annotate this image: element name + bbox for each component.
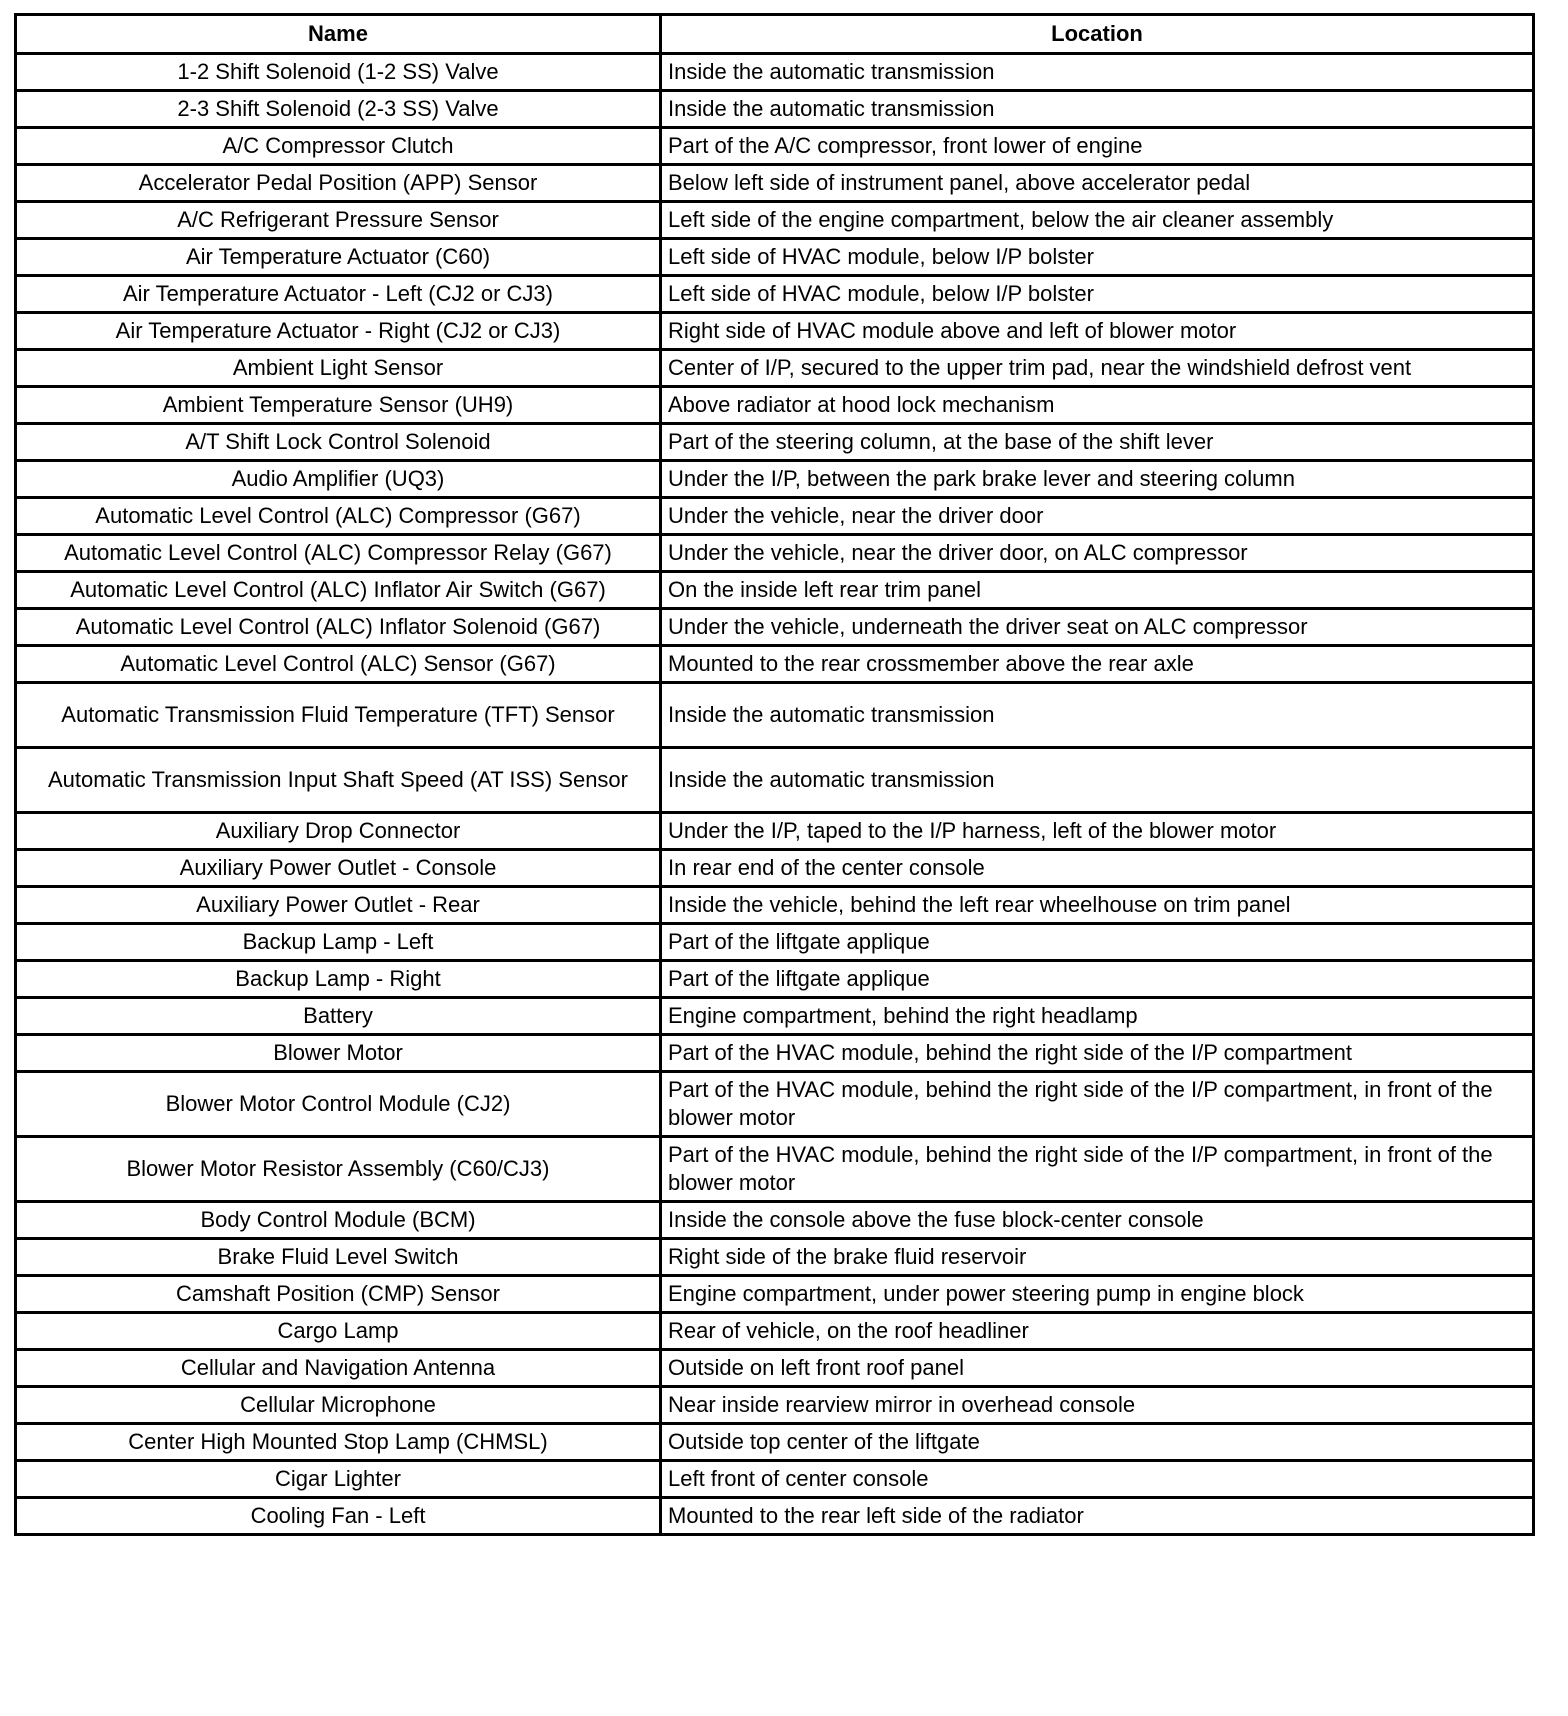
component-location-cell: Inside the console above the fuse block-center console xyxy=(661,1202,1534,1239)
component-location-cell: Left side of the engine compartment, below the air cleaner assembly xyxy=(661,202,1534,239)
component-name-cell: Ambient Temperature Sensor (UH9) xyxy=(16,387,661,424)
table-row xyxy=(16,1035,1534,1072)
component-location-cell: Under the I/P, between the park brake lever and steering column xyxy=(661,461,1534,498)
component-location-cell: Part of the HVAC module, behind the right side of the I/P compartment, in front of the blower motor xyxy=(661,1072,1534,1137)
component-location-table xyxy=(14,13,1535,1536)
component-name-cell: Cellular and Navigation Antenna xyxy=(16,1350,661,1387)
component-location-cell: Part of the liftgate applique xyxy=(661,961,1534,998)
component-location-cell: Part of the steering column, at the base of the shift lever xyxy=(661,424,1534,461)
column-header-name: Name xyxy=(16,15,661,54)
component-location-cell: Near inside rearview mirror in overhead console xyxy=(661,1387,1534,1424)
component-location-cell: Above radiator at hood lock mechanism xyxy=(661,387,1534,424)
component-location-cell: Inside the automatic transmission xyxy=(661,748,1534,813)
component-location-cell: Part of the liftgate applique xyxy=(661,924,1534,961)
table-row xyxy=(16,1424,1534,1461)
table-row xyxy=(16,424,1534,461)
table-row xyxy=(16,54,1534,91)
table-row xyxy=(16,313,1534,350)
component-location-cell: Part of the A/C compressor, front lower of engine xyxy=(661,128,1534,165)
component-name-cell: Brake Fluid Level Switch xyxy=(16,1239,661,1276)
component-name-cell: Cargo Lamp xyxy=(16,1313,661,1350)
component-name-cell: Ambient Light Sensor xyxy=(16,350,661,387)
component-location-cell: Under the vehicle, near the driver door xyxy=(661,498,1534,535)
component-name-cell: Auxiliary Power Outlet - Rear xyxy=(16,887,661,924)
component-name-cell: Battery xyxy=(16,998,661,1035)
table-row xyxy=(16,1072,1534,1137)
component-name-cell: Blower Motor Resistor Assembly (C60/CJ3) xyxy=(16,1137,661,1202)
table-row xyxy=(16,1350,1534,1387)
component-name-cell: Blower Motor Control Module (CJ2) xyxy=(16,1072,661,1137)
component-name-cell: Backup Lamp - Left xyxy=(16,924,661,961)
component-location-cell: Inside the automatic transmission xyxy=(661,683,1534,748)
table-row xyxy=(16,1313,1534,1350)
component-location-cell: Outside on left front roof panel xyxy=(661,1350,1534,1387)
component-location-cell: Left side of HVAC module, below I/P bolster xyxy=(661,239,1534,276)
component-name-cell: Accelerator Pedal Position (APP) Sensor xyxy=(16,165,661,202)
component-name-cell: Automatic Transmission Fluid Temperature (TFT) Sensor xyxy=(16,683,661,748)
table-row xyxy=(16,1387,1534,1424)
component-name-cell: Automatic Level Control (ALC) Inflator Air Switch (G67) xyxy=(16,572,661,609)
component-name-cell: A/T Shift Lock Control Solenoid xyxy=(16,424,661,461)
component-name-cell: Cigar Lighter xyxy=(16,1461,661,1498)
table-row xyxy=(16,1276,1534,1313)
component-location-cell: In rear end of the center console xyxy=(661,850,1534,887)
component-location-cell: Inside the automatic transmission xyxy=(661,54,1534,91)
component-location-cell: Right side of HVAC module above and left of blower motor xyxy=(661,313,1534,350)
table-row xyxy=(16,813,1534,850)
component-location-cell: Mounted to the rear left side of the radiator xyxy=(661,1498,1534,1535)
component-name-cell: Cooling Fan - Left xyxy=(16,1498,661,1535)
component-location-cell: Engine compartment, behind the right headlamp xyxy=(661,998,1534,1035)
table-row xyxy=(16,239,1534,276)
component-location-cell: Under the vehicle, underneath the driver seat on ALC compressor xyxy=(661,609,1534,646)
component-location-cell: Inside the automatic transmission xyxy=(661,91,1534,128)
table-row xyxy=(16,498,1534,535)
component-location-cell: Under the I/P, taped to the I/P harness, left of the blower motor xyxy=(661,813,1534,850)
component-name-cell: Air Temperature Actuator (C60) xyxy=(16,239,661,276)
table-row xyxy=(16,924,1534,961)
component-name-cell: Automatic Level Control (ALC) Compressor (G67) xyxy=(16,498,661,535)
component-name-cell: A/C Compressor Clutch xyxy=(16,128,661,165)
table-row xyxy=(16,887,1534,924)
table-row xyxy=(16,535,1534,572)
table-row xyxy=(16,350,1534,387)
component-location-cell: Rear of vehicle, on the roof headliner xyxy=(661,1313,1534,1350)
component-name-cell: A/C Refrigerant Pressure Sensor xyxy=(16,202,661,239)
table-row xyxy=(16,1239,1534,1276)
component-name-cell: Automatic Transmission Input Shaft Speed (AT ISS) Sensor xyxy=(16,748,661,813)
table-row xyxy=(16,683,1534,748)
component-name-cell: Automatic Level Control (ALC) Sensor (G67) xyxy=(16,646,661,683)
table-row xyxy=(16,165,1534,202)
component-name-cell: Automatic Level Control (ALC) Inflator Solenoid (G67) xyxy=(16,609,661,646)
component-name-cell: Backup Lamp - Right xyxy=(16,961,661,998)
table-row xyxy=(16,850,1534,887)
component-location-cell: Under the vehicle, near the driver door, on ALC compressor xyxy=(661,535,1534,572)
component-location-cell: Outside top center of the liftgate xyxy=(661,1424,1534,1461)
table-row xyxy=(16,1137,1534,1202)
table-row xyxy=(16,572,1534,609)
table-row xyxy=(16,609,1534,646)
component-location-cell: Left front of center console xyxy=(661,1461,1534,1498)
component-location-cell: Right side of the brake fluid reservoir xyxy=(661,1239,1534,1276)
component-name-cell: Auxiliary Drop Connector xyxy=(16,813,661,850)
table-row xyxy=(16,202,1534,239)
component-location-cell: Left side of HVAC module, below I/P bolster xyxy=(661,276,1534,313)
table-row xyxy=(16,1202,1534,1239)
table-row xyxy=(16,748,1534,813)
component-name-cell: 1-2 Shift Solenoid (1-2 SS) Valve xyxy=(16,54,661,91)
table-body xyxy=(16,54,1534,1535)
component-name-cell: Center High Mounted Stop Lamp (CHMSL) xyxy=(16,1424,661,1461)
component-name-cell: Auxiliary Power Outlet - Console xyxy=(16,850,661,887)
table-row xyxy=(16,646,1534,683)
table-row xyxy=(16,276,1534,313)
table-row xyxy=(16,387,1534,424)
component-name-cell: 2-3 Shift Solenoid (2-3 SS) Valve xyxy=(16,91,661,128)
table-row xyxy=(16,461,1534,498)
component-location-cell: Part of the HVAC module, behind the right side of the I/P compartment, in front of the blower motor xyxy=(661,1137,1534,1202)
table-row xyxy=(16,961,1534,998)
component-name-cell: Blower Motor xyxy=(16,1035,661,1072)
component-location-cell: Part of the HVAC module, behind the right side of the I/P compartment xyxy=(661,1035,1534,1072)
component-name-cell: Cellular Microphone xyxy=(16,1387,661,1424)
component-name-cell: Camshaft Position (CMP) Sensor xyxy=(16,1276,661,1313)
table-row xyxy=(16,998,1534,1035)
component-location-cell: Inside the vehicle, behind the left rear wheelhouse on trim panel xyxy=(661,887,1534,924)
component-location-cell: On the inside left rear trim panel xyxy=(661,572,1534,609)
table-row xyxy=(16,91,1534,128)
component-location-cell: Below left side of instrument panel, above accelerator pedal xyxy=(661,165,1534,202)
component-name-cell: Audio Amplifier (UQ3) xyxy=(16,461,661,498)
component-name-cell: Air Temperature Actuator - Left (CJ2 or CJ3) xyxy=(16,276,661,313)
component-location-cell: Center of I/P, secured to the upper trim pad, near the windshield defrost vent xyxy=(661,350,1534,387)
table-header-row xyxy=(16,15,1534,54)
component-name-cell: Automatic Level Control (ALC) Compressor Relay (G67) xyxy=(16,535,661,572)
column-header-location: Location xyxy=(661,15,1534,54)
component-name-cell: Body Control Module (BCM) xyxy=(16,1202,661,1239)
table-row xyxy=(16,128,1534,165)
table-row xyxy=(16,1498,1534,1535)
component-name-cell: Air Temperature Actuator - Right (CJ2 or CJ3) xyxy=(16,313,661,350)
component-location-cell: Mounted to the rear crossmember above the rear axle xyxy=(661,646,1534,683)
component-location-cell: Engine compartment, under power steering pump in engine block xyxy=(661,1276,1534,1313)
table-row xyxy=(16,1461,1534,1498)
